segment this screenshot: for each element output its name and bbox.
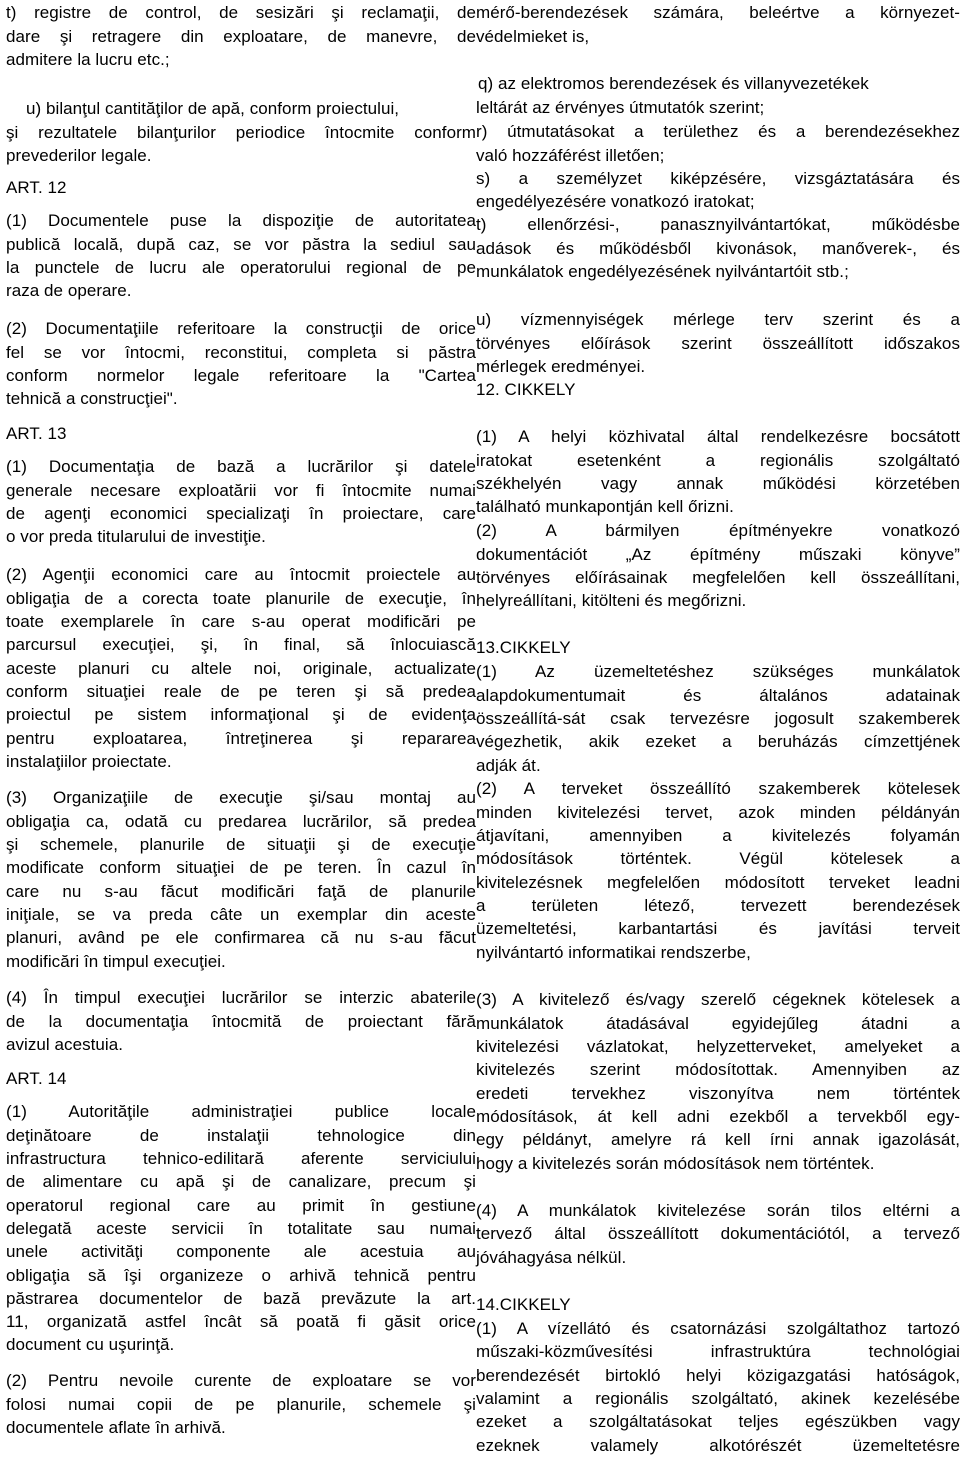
right-text-line: kivitelezésnek megfelelően módosított terveket leadni — [476, 873, 960, 892]
left-text-line: avizul acestuia. — [6, 1035, 124, 1054]
right-text-line: valamint a regionális szolgáltató, akinek kezelésébe — [476, 1389, 960, 1408]
left-text-line: obligaţia să îşi organizeze o arhivă tehnică pentru — [6, 1266, 476, 1285]
left-text-line: conform situaţiei reale de pe teren şi să predea — [6, 682, 476, 701]
left-text-line: obligaţia ca, odată cu predarea lucrărilor, să predea — [6, 812, 476, 831]
left-text-line: planuri, având pe ele confirmarea că nu s-au făcut — [6, 928, 476, 947]
right-text-line: végezhetik, akik ezeket a beruházás címzettjének — [476, 732, 960, 751]
left-text-line: t) registre de control, de sesizări şi reclamaţii, de — [6, 3, 476, 22]
right-text-line: üzemeltetési, karbantartási és javítási terveit — [476, 919, 960, 938]
right-text-line: t) ellenőrzési-, panasznyilvántartókat, működésbe — [476, 215, 960, 234]
left-text-line: infrastructura tehnico-edilitară aferente serviciului — [6, 1149, 476, 1168]
right-text-line: r) útmutatásokat a területhez és a berendezésekhez — [476, 122, 960, 141]
left-text-line: operatorul regional care au primit în gestiune — [6, 1196, 476, 1215]
right-text-line: törvényes előírások szerint összeállított időszakos — [476, 334, 960, 353]
right-text-line: egy példányt, amelyre rá kell írni annak igazolását, — [476, 1130, 960, 1149]
left-text-line: (2) Agenţii economici care au întocmit proiectele au — [6, 565, 476, 584]
left-text-line: şi rezultatele bilanţurilor periodice întocmite conform — [6, 123, 476, 142]
right-text-line: kivitelezési vázlatokat, helyzetterveket, amelyeket a — [476, 1037, 960, 1056]
right-text-line: mérlegek eredményei. — [476, 357, 646, 376]
left-text-line: modificate conform situaţiei de pe teren. În cazul în — [6, 858, 476, 877]
right-text-line: ezeknek valamely alkotórészét üzemeltetésre — [476, 1436, 960, 1455]
left-text-line: toate exemplarele în care s-au operat modificări pe — [6, 612, 476, 631]
left-text-line: iniţiale, se va preda câte un exemplar din aceste — [6, 905, 476, 924]
right-text-line: u) vízmennyiségek mérlege terv szerint és a — [476, 310, 960, 329]
left-text-line: (1) Autorităţile administraţiei publice locale — [6, 1102, 476, 1121]
right-text-line: a területen létező, tervezett berendezések — [476, 896, 960, 915]
right-text-line: (4) A munkálatok kivitelezése során tilos eltérni a — [476, 1201, 960, 1220]
right-text-line: iratokat esetenként a regionális szolgáltató — [476, 451, 960, 470]
right-text-line: engedélyezésére vonatkozó iratokat; — [476, 192, 755, 211]
left-text-line: parcursul execuţiei, şi, în final, să înlocuiască — [6, 635, 476, 654]
right-text-line: munkálatok átadásával egyidejűleg átadni a — [476, 1014, 960, 1033]
right-text-line: tervező által összeállított dokumentációtól, a tervező — [476, 1224, 960, 1243]
left-text-line: (1) Documentele puse la dispoziţie de autoritatea — [6, 211, 476, 230]
left-text-line: şi schemele, planurile de situaţii şi de execuţie — [6, 835, 476, 854]
right-text-line: módosítások, át kell adni ezekből a tervekből egy- — [476, 1107, 960, 1126]
left-text-line: la punctele de lucru ale operatorului regional de pe — [6, 258, 476, 277]
left-text-line: ART. 14 — [6, 1069, 67, 1088]
left-text-line: deţinătoare de instalaţii tehnologice din — [6, 1126, 476, 1145]
right-text-line: átjavítani, amennyiben a kivitelezés folyamán — [476, 826, 960, 845]
left-text-line: ART. 12 — [6, 178, 67, 197]
left-text-line: unele activităţi componente ale acestuia au — [6, 1242, 476, 1261]
right-text-line: jóváhagyása nélkül. — [476, 1248, 627, 1267]
right-text-line: hogy a kivitelezés során módosítások nem történtek. — [476, 1154, 875, 1173]
right-text-line: (2) A terveket összeállító szakemberek kötelesek — [476, 779, 960, 798]
left-text-line: (3) Organizaţiile de execuţie şi/sau montaj au — [6, 788, 476, 807]
left-text-line: dare şi retragere din exploatare, de manevre, de — [6, 27, 476, 46]
right-text-line: (1) A vízellátó és csatornázási szolgáltathoz tartozó — [476, 1319, 960, 1338]
left-text-line: (4) În timpul execuţiei lucrărilor se interzic abaterile — [6, 988, 476, 1007]
left-text-line: păstrarea documentelor de bază prevăzute la art. — [6, 1289, 476, 1308]
left-text-line: de alimentare cu apă şi de canalizare, precum şi — [6, 1172, 476, 1191]
left-text-line: proiectul pe sistem informaţional şi de evidenţa — [6, 705, 476, 724]
right-text-line: adják át. — [476, 756, 541, 775]
right-text-line: adások és működésből kivonások, manőverek-, és — [476, 239, 960, 258]
right-text-line: székhelyén vagy annak működési körzetében — [476, 474, 960, 493]
left-text-line: conform normelor legale referitoare la "Cartea — [6, 366, 476, 385]
left-text-line: prevederilor legale. — [6, 146, 152, 165]
right-text-line: (1) A helyi közhivatal által rendelkezésre bocsátott — [476, 427, 960, 446]
left-text-line: instalaţiilor proiectate. — [6, 752, 172, 771]
left-text-line: aceste planuri cu altele noi, originale, actualizate — [6, 659, 476, 678]
right-text-line: (1) Az üzemeltetéshez szükséges munkálatok — [476, 662, 960, 681]
right-text-line: való hozzáférést illetően; — [476, 146, 665, 165]
left-text-line: publică locală, după caz, se vor păstra la sediul sau — [6, 235, 476, 254]
left-text-line: delegată aceste servicii în totalitate sau numai — [6, 1219, 476, 1238]
left-text-line: admitere la lucru etc.; — [6, 50, 170, 69]
right-text-line: (2) A bármilyen építményekre vonatkozó — [476, 521, 960, 540]
right-text-line: helyreállítani, kitölteni és megőrizni. — [476, 591, 747, 610]
right-text-line: 13.CIKKELY — [476, 638, 571, 657]
left-text-line: folosi numai copii de pe planurile, schemele şi — [6, 1395, 476, 1414]
right-text-line: alapdokumentumait és általános adatainak — [476, 686, 960, 705]
right-text-line: módosítások történtek. Végül kötelesek a — [476, 849, 960, 868]
left-text-line: de la documentaţia întocmită de proiectant fără — [6, 1012, 476, 1031]
left-text-line: care nu s-au făcut modificări faţă de planurile — [6, 882, 476, 901]
right-text-line: 12. CIKKELY — [476, 380, 576, 399]
right-text-line: leltárát az érvényes útmutatók szerint; — [476, 98, 765, 117]
right-text-line: található munkapontján kell őrizni. — [476, 497, 734, 516]
left-text-line: generale necesare exploatării vor fi întocmite numai — [6, 481, 476, 500]
right-text-line: munkálatok engedélyezésének nyilvántartóit stb.; — [476, 262, 849, 281]
right-text-line: védelmieket is, — [476, 27, 590, 46]
left-text-line: documentele aflate în arhivă. — [6, 1418, 226, 1437]
left-text-line: obligaţia de a corecta toate planurile de execuţie, în — [6, 589, 476, 608]
left-text-line: (1) Documentaţia de bază a lucrărilor şi datele — [6, 457, 476, 476]
left-text-line: (2) Pentru nevoile curente de exploatare se vor — [6, 1371, 476, 1390]
left-text-line: raza de operare. — [6, 281, 132, 300]
right-text-line: mérő-berendezések számára, beleértve a környezet- — [476, 3, 960, 22]
right-text-line: nyilvántartó informatikai rendszerbe, — [476, 943, 751, 962]
left-text-line: modificări în timpul execuţiei. — [6, 952, 226, 971]
left-text-line: pentru exploatarea, întreţinerea şi repararea — [6, 729, 476, 748]
right-text-line: kivitelezés szerint módosítottak. Amennyiben az — [476, 1060, 960, 1079]
right-text-line: ezeket a szolgáltatásokat teljes egészükben vagy — [476, 1412, 960, 1431]
right-text-line: műszaki-közművesítési infrastruktúra technológiai — [476, 1342, 960, 1361]
right-text-line: q) az elektromos berendezések és villanyvezetékek — [478, 74, 869, 93]
right-text-line: (3) A kivitelező és/vagy szerelő cégeknek kötelesek a — [476, 990, 960, 1009]
right-text-line: berendezését birtokló helyi közigazgatási hatóságok, — [476, 1366, 960, 1385]
right-text-line: eredeti tervekhez viszonyítva nem történtek — [476, 1084, 960, 1103]
left-text-line: fel se vor întocmi, reconstitui, completa si păstra — [6, 343, 476, 362]
right-text-line: összeállítá-sát csak tervezésre jogosult szakemberek — [476, 709, 960, 728]
left-text-line: 11, organizată astfel încât să poată fi găsit orice — [6, 1312, 476, 1331]
right-text-line: 14.CIKKELY — [476, 1295, 571, 1314]
left-text-line: (2) Documentaţiile referitoare la construcţii de orice — [6, 319, 476, 338]
left-text-line: tehnică a construcţiei". — [6, 389, 178, 408]
left-text-line: ART. 13 — [6, 424, 67, 443]
left-text-line: de agenţi economici specializaţi în proiectare, care — [6, 504, 476, 523]
left-text-line: u) bilanţul cantităţilor de apă, conform proiectului, — [26, 99, 400, 118]
right-text-line: törvényes előírásainak megfelelően kell összeállítani, — [476, 568, 960, 587]
left-text-line: o vor preda titularului de investiţie. — [6, 527, 266, 546]
right-text-line: dokumentációt „Az építmény műszaki könyve” — [476, 545, 960, 564]
right-text-line: minden kivitelezési tervet, azok minden példányán — [476, 803, 960, 822]
left-text-line: document cu uşurinţă. — [6, 1335, 175, 1354]
right-text-line: s) a személyzet kiképzésére, vizsgáztatására és — [476, 169, 960, 188]
